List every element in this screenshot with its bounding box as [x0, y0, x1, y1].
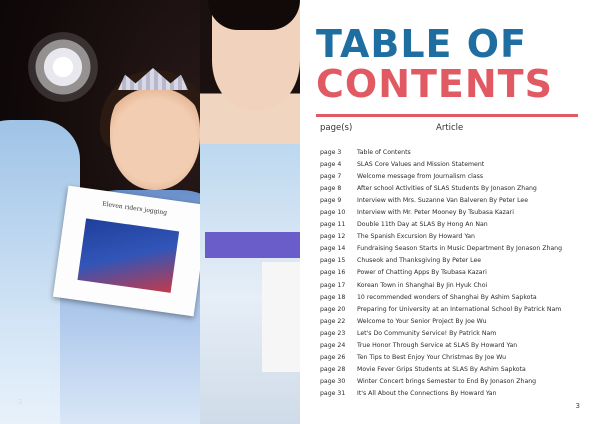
- card-artwork: [77, 218, 179, 292]
- toc-entry-page: page 18: [320, 293, 346, 301]
- toc-list: [320, 146, 596, 400]
- toc-entry-page: page 12: [320, 233, 346, 241]
- title-divider: [316, 114, 578, 117]
- toc-entry-article: Welcome to Your Senior Project By Joe Wu: [357, 317, 487, 325]
- title-line-2: CONTENTS: [316, 62, 553, 106]
- toc-entry-article: Chuseok and Thanksgiving By Peter Lee: [357, 257, 482, 265]
- toc-entry: [320, 206, 596, 218]
- toc-entry-page: page 24: [320, 342, 346, 350]
- snowflake-decoration: [28, 32, 98, 102]
- toc-entry: [320, 219, 596, 231]
- toc-entry: [320, 352, 596, 364]
- toc-entry: [320, 243, 596, 255]
- toc-entry-article: The Spanish Excursion By Howard Yan: [357, 233, 475, 241]
- toc-entry-article: SLAS Core Values and Mission Statement: [357, 160, 485, 168]
- toc-entry: [320, 327, 596, 339]
- title-line-1: TABLE OF: [316, 22, 528, 66]
- toc-entry-page: page 22: [320, 317, 346, 325]
- toc-entry-page: page 15: [320, 257, 346, 265]
- toc-entry-page: page 30: [320, 378, 346, 386]
- toc-entry-page: page 23: [320, 329, 346, 337]
- table-of-contents-page: [300, 0, 600, 424]
- toc-entry-page: page 9: [320, 196, 342, 204]
- toc-entry-page: page 31: [320, 390, 346, 398]
- page-number-left: 2: [18, 398, 23, 406]
- column-header-page: page(s): [320, 123, 353, 133]
- toc-entry-article: 10 recommended wonders of Shanghai By Ashim Sapkota: [357, 293, 537, 301]
- toc-entry: [320, 146, 596, 158]
- tiara: [118, 68, 188, 90]
- toc-entry-article: True Honor Through Service at SLAS By Howard Yan: [357, 342, 518, 350]
- toc-entry: [320, 340, 596, 352]
- toc-entry-page: page 17: [320, 281, 346, 289]
- toc-entry-article: Interview with Mr. Peter Mooney By Tsubasa Kazari: [357, 209, 514, 217]
- toc-entry-article: It's All About the Connections By Howard Yan: [357, 390, 497, 398]
- toc-entry: [320, 267, 596, 279]
- toc-entry: [320, 182, 596, 194]
- toc-entry-page: page 3: [320, 148, 342, 156]
- toc-entry-page: page 10: [320, 209, 346, 217]
- toc-entry: [320, 364, 596, 376]
- toc-entry: [320, 231, 596, 243]
- toc-entry-page: page 11: [320, 221, 346, 229]
- toc-entry-page: page 28: [320, 366, 346, 374]
- toc-entry: [320, 255, 596, 267]
- toc-entry-page: page 26: [320, 354, 346, 362]
- held-card: [53, 186, 209, 317]
- toc-entry: [320, 388, 596, 400]
- toc-entry: [320, 158, 596, 170]
- toc-entry-page: page 7: [320, 172, 342, 180]
- toc-entry: [320, 303, 596, 315]
- toc-entry-article: Preparing for University at an International School By Patrick Nam: [357, 305, 562, 313]
- toc-entry-article: Ten Tips to Best Enjoy Your Christmas By Joe Wu: [357, 354, 507, 362]
- toc-entry-article: Movie Fever Grips Students at SLAS By Ashim Sapkota: [357, 366, 526, 374]
- toc-entry-page: page 4: [320, 160, 342, 168]
- toc-entry: [320, 279, 596, 291]
- toc-entry: [320, 376, 596, 388]
- toc-entry-article: After school Activities of SLAS Students By Jonason Zhang: [357, 184, 537, 192]
- toc-entry-article: Double 11th Day at SLAS By Hong An Nan: [357, 221, 488, 229]
- toc-entry-page: page 20: [320, 305, 346, 313]
- toc-entry-article: Fundraising Season Starts in Music Department By Jonason Zhang: [357, 245, 563, 253]
- toc-entry-article: Interview with Mrs. Suzanne Van Balveren By Peter Lee: [357, 196, 529, 204]
- toc-entry-article: Welcome message from Journalism class: [357, 172, 484, 180]
- toc-entry: [320, 170, 596, 182]
- toc-entry-article: Let's Do Community Service! By Patrick Nam: [357, 329, 497, 337]
- toc-entry: [320, 315, 596, 327]
- costume-belt: [205, 232, 300, 258]
- toc-entry: [320, 291, 596, 303]
- toc-entry-article: Winter Concert brings Semester to End By Jonason Zhang: [357, 378, 537, 386]
- toc-entry-page: page 16: [320, 269, 346, 277]
- card-caption: Eleven riders jogging: [101, 200, 168, 217]
- girl-face: [110, 80, 200, 190]
- paper-sheet: [262, 262, 300, 372]
- page-number-right: 3: [575, 402, 580, 410]
- toc-entry-page: page 14: [320, 245, 346, 253]
- toc-entry-article: Table of Contents: [357, 148, 411, 156]
- toc-entry-page: page 8: [320, 184, 342, 192]
- toc-entry-article: Korean Town in Shanghai By Jin Hyuk Choi: [357, 281, 488, 289]
- toc-entry: [320, 194, 596, 206]
- column-header-article: Article: [436, 123, 464, 133]
- toc-entry-article: Power of Chatting Apps By Tsubasa Kazari: [357, 269, 487, 277]
